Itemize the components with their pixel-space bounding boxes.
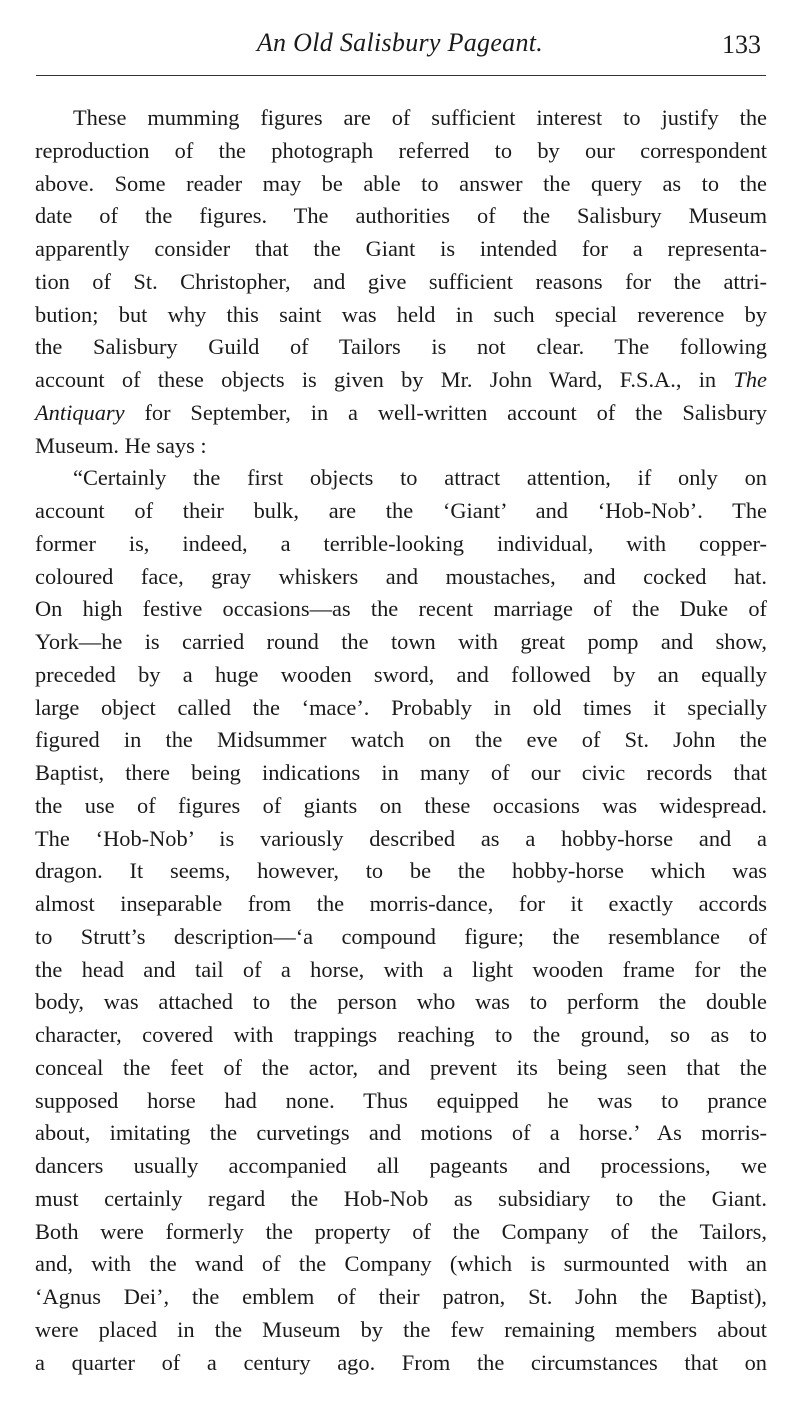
line-text: large object called the ‘mace’. Probably in old times it specially <box>35 694 767 720</box>
line-text: ‘Agnus Dei’, the emblem of their patron, St. John the Baptist), <box>35 1284 767 1309</box>
line-text: Museum. He says : <box>35 432 207 458</box>
text-line <box>35 1085 767 1118</box>
text-line <box>35 135 767 168</box>
text-line <box>35 626 767 659</box>
line-text: above. Some reader may be able to answer the query as to the <box>35 170 767 196</box>
line-text: the Salisbury Guild of Tailors is not clear. The following <box>35 334 767 360</box>
line-text: former is, indeed, a terrible-looking individual, with copper- <box>35 530 767 556</box>
line-text: “Certainly the first objects to attract attention, if only on <box>73 465 767 491</box>
line-text: On high festive occasions—as the recent marriage of the Duke of <box>35 596 767 622</box>
text-line <box>35 1052 767 1085</box>
text-line <box>35 266 767 299</box>
text-line <box>35 1019 767 1052</box>
line-text: Baptist, there being indications in many of our civic records that <box>35 760 767 785</box>
italic-title-text: Antiquary <box>35 399 125 425</box>
italic-title-text: The <box>733 367 767 392</box>
text-line <box>35 528 767 561</box>
line-text: account of these objects is given by Mr. John Ward, F.S.A., in <box>35 367 734 392</box>
text-line <box>35 299 767 332</box>
text-line <box>35 986 767 1019</box>
line-text: about, imitating the curvetings and motions of a horse.’ As morris- <box>35 1120 767 1146</box>
text-line <box>35 364 767 397</box>
line-text: York—he is carried round the town with great pomp and show, <box>35 629 767 654</box>
text-line <box>35 790 767 823</box>
line-text: the head and tail of a horse, with a light wooden frame for the <box>35 956 767 982</box>
line-text: figured in the Midsummer watch on the eve of St. John the <box>35 727 767 753</box>
line-text: coloured face, gray whiskers and moustaches, and cocked hat. <box>35 563 767 589</box>
text-line <box>35 823 767 856</box>
text-line <box>35 757 767 790</box>
line-text: The ‘Hob-Nob’ is variously described as a hobby-horse and a <box>35 825 767 851</box>
text-line <box>35 561 767 594</box>
line-text: dragon. It seems, however, to be the hobby-horse which was <box>35 858 767 884</box>
text-line <box>35 692 767 725</box>
line-text: apparently consider that the Giant is intended for a representa- <box>35 236 767 261</box>
line-text: tion of St. Christopher, and give sufficient reasons for the attri- <box>35 268 767 294</box>
text-line <box>35 102 767 135</box>
line-text: a quarter of a century ago. From the circumstances that on <box>35 1349 767 1375</box>
text-line <box>35 724 767 757</box>
line-text: to Strutt’s description—‘a compound figure; the resemblance of <box>35 923 767 949</box>
text-line <box>35 1150 767 1183</box>
line-text: preceded by a huge wooden sword, and followed by an equally <box>35 661 767 687</box>
text-line <box>35 331 767 364</box>
text-line <box>35 593 767 626</box>
text-line <box>35 1281 767 1314</box>
text-line <box>35 921 767 954</box>
body-text <box>35 102 767 1379</box>
text-line <box>35 1347 767 1380</box>
line-text: supposed horse had none. Thus equipped he was to prance <box>35 1087 767 1113</box>
text-line <box>35 1183 767 1216</box>
line-text: bution; but why this saint was held in such special reverence by <box>35 301 767 327</box>
line-text: conceal the feet of the actor, and prevent its being seen that the <box>35 1054 767 1080</box>
text-line <box>35 954 767 987</box>
text-line <box>35 1314 767 1347</box>
text-line <box>35 855 767 888</box>
text-line <box>35 430 767 463</box>
text-line <box>35 1117 767 1150</box>
line-text: must certainly regard the Hob-Nob as subsidiary to the Giant. <box>35 1185 767 1211</box>
line-text: for September, in a well-written account of the Salisbury <box>124 399 767 425</box>
header-rule <box>36 75 766 76</box>
line-text: were placed in the Museum by the few remaining members about <box>35 1316 767 1342</box>
line-text: the use of figures of giants on these occasions was widespread. <box>35 792 767 818</box>
text-line <box>35 462 767 495</box>
line-text: dancers usually accompanied all pageants and processions, we <box>35 1153 767 1178</box>
line-text: body, was attached to the person who was to perform the double <box>35 989 767 1015</box>
line-text: almost inseparable from the morris-dance, for it exactly accords <box>35 891 767 916</box>
text-line <box>35 888 767 921</box>
line-text: character, covered with trappings reaching to the ground, so as to <box>35 1022 767 1047</box>
line-text: reproduction of the photograph referred to by our correspondent <box>35 137 767 163</box>
line-text: These mumming figures are of sufficient interest to justify the <box>73 105 767 130</box>
line-text: and, with the wand of the Company (which is surmounted with an <box>35 1251 767 1277</box>
text-line <box>35 168 767 201</box>
line-text: account of their bulk, are the ‘Giant’ and ‘Hob-Nob’. The <box>35 498 767 523</box>
text-line <box>35 233 767 266</box>
line-text: Both were formerly the property of the Company of the Tailors, <box>35 1218 767 1244</box>
text-line <box>35 659 767 692</box>
text-line <box>35 200 767 233</box>
running-title: An Old Salisbury Pageant. <box>256 28 544 57</box>
text-line <box>35 495 767 528</box>
line-text: date of the figures. The authorities of the Salisbury Museum <box>35 203 767 229</box>
text-line <box>35 397 767 430</box>
text-line <box>35 1248 767 1281</box>
page-number: 133 <box>722 30 761 59</box>
text-line <box>35 1216 767 1249</box>
